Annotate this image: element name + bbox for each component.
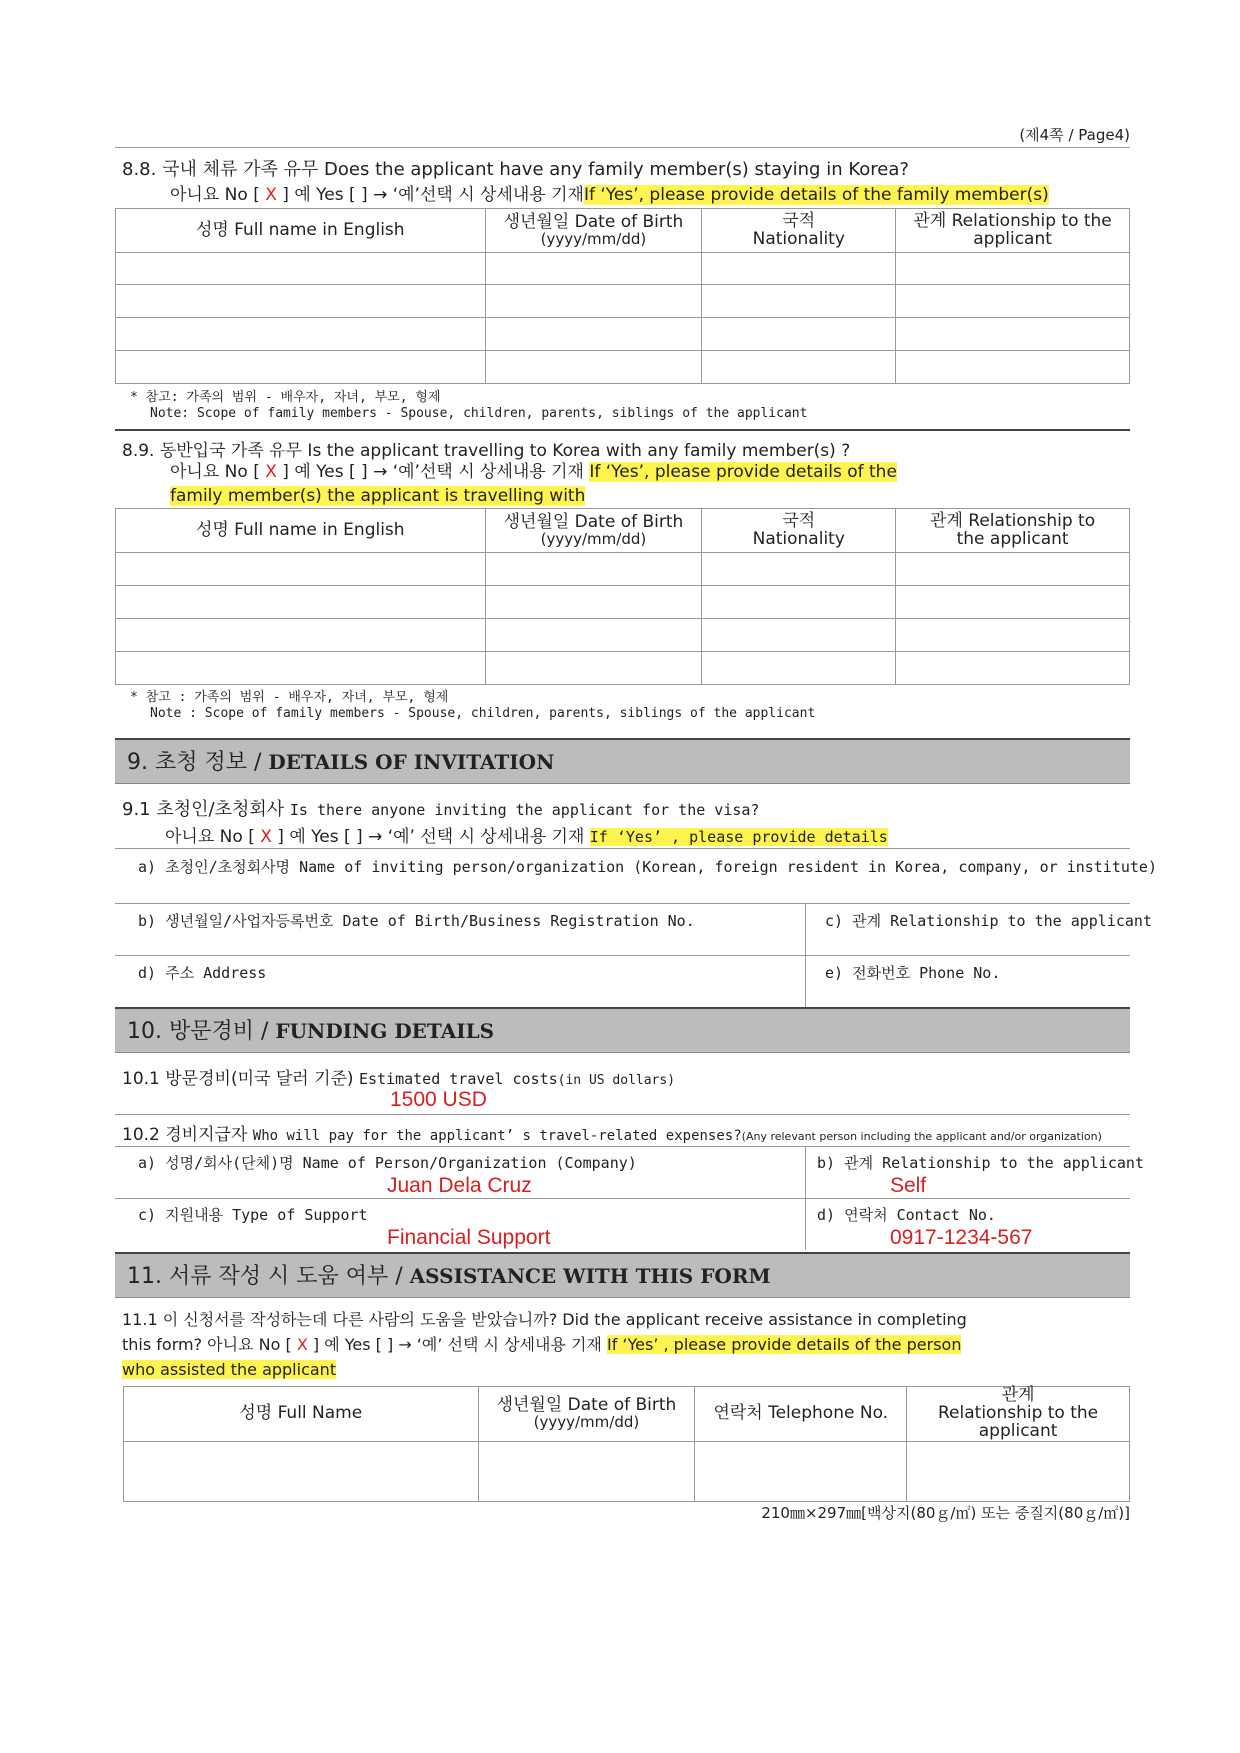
table-row[interactable] [116,318,1130,351]
instruction-highlight-cont: family member(s) the applicant is travelling with [170,486,586,506]
table-row[interactable] [116,351,1130,384]
col-nationality: 국적 Nationality [702,209,896,253]
question-8-8: 8.8. 국내 체류 가족 유무 Does the applicant have any family member(s) staying in Korea? [122,159,909,180]
payer-name-value[interactable]: Juan Dela Cruz [387,1174,532,1197]
answer-8-9 [170,460,1130,508]
question-11-1: 11.1 이 신청서를 작성하는데 다른 사람의 도움을 받았습니까? Did the applicant receive assistance in completing this form? 아니요 No [ X ] 예 Yes [ ] → ‘예’ 선택 시 상세내용 기재 If ‘Yes’ , please provide details of the person who assisted the applicant [122,1310,967,1379]
table-row[interactable] [116,553,1130,586]
question-10-2: 10.2 경비지급자 Who will pay for the applicant’ s travel-related expenses?(Any relevant person including the applicant and/or organization) [122,1125,1102,1145]
col-full-name: 성명 Full Name [124,1387,479,1442]
table-row[interactable] [116,652,1130,685]
yes-label: ] 예 Yes [ ] → ‘예’ 선택 시 상세내용 기재 [277,827,585,847]
label-payer-relationship: b) 관계 Relationship to the applicant [817,1154,1144,1172]
col-relationship: 관계 Relationship to the applicant [896,209,1130,253]
support-type-value[interactable]: Financial Support [387,1226,551,1249]
table-row[interactable] [124,1441,1130,1501]
label-contact-no: d) 연락처 Contact No. [817,1206,996,1224]
no-label: 아니요 No [ [170,462,260,482]
travel-cost-value[interactable]: 1500 USD [390,1088,487,1111]
family-travelling-table [115,508,1130,685]
no-checkbox-mark[interactable]: X [260,827,272,847]
section-11-header: 11. 서류 작성 시 도움 여부 / ASSISTANCE WITH THIS FORM [115,1252,1130,1298]
table-row[interactable] [116,253,1130,285]
label-support-type: c) 지원내용 Type of Support [138,1206,368,1224]
table-row[interactable] [116,619,1130,652]
field-inviter-name[interactable]: a) 초청인/초청회사명 Name of inviting person/organization (Korean, foreign resident in Korea, company, or institute) [138,858,1157,876]
col-full-name: 성명 Full name in English [116,209,486,253]
no-checkbox-mark[interactable]: X [265,185,277,205]
section-10-header: 10. 방문경비 / FUNDING DETAILS [115,1007,1130,1053]
field-inviter-relationship[interactable]: c) 관계 Relationship to the applicant [825,912,1152,930]
no-checkbox-mark[interactable]: X [265,462,277,482]
col-dob: 생년월일 Date of Birth (yyyy/mm/dd) [485,509,702,553]
field-inviter-dob[interactable]: b) 생년월일/사업자등록번호 Date of Birth/Business Registration No. [138,912,695,930]
note-8-9: * 참고 : 가족의 범위 - 배우자, 자녀, 부모, 형제 Note : Scope of family members - Spouse, children, parents, siblings of the applicant [130,690,816,721]
instruction-highlight-cont: who assisted the applicant [122,1360,337,1379]
label-payer-name: a) 성명/회사(단체)명 Name of Person/Organization (Company) [138,1154,637,1172]
answer-8-8 [170,180,1049,205]
question-9-1: 9.1 초청인/초청회사 Is there anyone inviting the applicant for the visa? [122,799,760,820]
family-in-korea-table [115,208,1130,384]
table-row[interactable] [116,586,1130,619]
col-full-name: 성명 Full name in English [116,509,486,553]
paper-spec-footer: 210㎜×297㎜[백상지(80ｇ/㎡) 또는 중질지(80ｇ/㎡)] [761,1504,1130,1522]
instruction-highlight: If ‘Yes’, please provide details of the [589,462,897,482]
no-checkbox-mark[interactable]: X [296,1335,308,1354]
instruction-highlight: If ‘Yes’, please provide details of the family member(s) [583,185,1049,205]
col-relationship: 관계 Relationship to the applicant [896,509,1130,553]
yes-label: ] 예 Yes [ ] → ‘예’선택 시 상세내용 기재 [282,462,584,482]
instruction-highlight: If ‘Yes’ , please provide details [589,828,888,846]
answer-9-1 [165,822,888,847]
assistant-table [123,1386,1130,1502]
yes-label: ] 예 Yes [ ] → ‘예’선택 시 상세내용 기재 [282,185,584,205]
instruction-highlight: If ‘Yes’ , please provide details of the person [606,1335,962,1354]
note-8-8: * 참고: 가족의 범위 - 배우자, 자녀, 부모, 형제 Note: Scope of family members - Spouse, children, parents, siblings of the applicant [130,390,808,421]
contact-no-value[interactable]: 0917-1234-567 [890,1226,1033,1249]
col-telephone: 연락처 Telephone No. [695,1387,907,1442]
col-dob: 생년월일 Date of Birth (yyyy/mm/dd) [478,1387,695,1442]
table-row[interactable] [116,285,1130,318]
col-relationship: 관계 Relationship to the applicant [907,1387,1130,1442]
question-10-1: 10.1 방문경비(미국 달러 기준) Estimated travel costs(in US dollars) [122,1069,676,1089]
field-inviter-phone[interactable]: e) 전화번호 Phone No. [825,964,1001,982]
no-label: 아니요 No [ [170,185,260,205]
section-9-header: 9. 초청 정보 / DETAILS OF INVITATION [115,738,1130,784]
question-8-9: 8.9. 동반입국 가족 유무 Is the applicant travelling to Korea with any family member(s) ? [122,441,851,461]
page-number: (제4쪽 / Page4) [1019,126,1130,144]
field-inviter-address[interactable]: d) 주소 Address [138,964,267,982]
no-label: 아니요 No [ [165,827,255,847]
payer-relationship-value[interactable]: Self [890,1174,927,1197]
col-nationality: 국적 Nationality [702,509,896,553]
col-dob: 생년월일 Date of Birth (yyyy/mm/dd) [485,209,702,253]
